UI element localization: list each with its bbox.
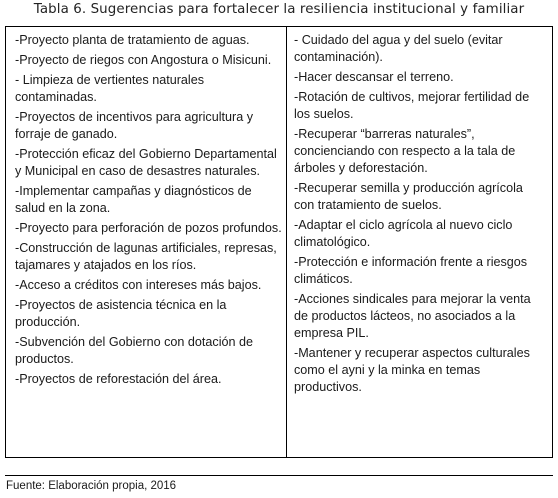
list-item: -Construcción de lagunas artificiales, represas, tajamares y atajados en los ríos. — [15, 241, 277, 272]
list-item: -Acceso a créditos con intereses más bajos. — [15, 278, 262, 292]
source-note: Fuente: Elaboración propia, 2016 — [6, 480, 177, 492]
list-item: - Cuidado del agua y del suelo (evitar contaminación). — [294, 33, 503, 64]
footer-rule — [5, 475, 553, 476]
list-item: -Proyecto de riegos con Angostura o Misicuni. — [15, 53, 272, 67]
list-item: -Acciones sindicales para mejorar la venta de productos lácteos, no asociados a la empresa PIL. — [294, 292, 531, 340]
right-column — [294, 32, 546, 399]
list-item: -Subvención del Gobierno con dotación de productos. — [15, 335, 254, 366]
list-item: -Protección eficaz del Gobierno Departamental y Municipal en caso de desastres naturales. — [15, 147, 277, 178]
list-item: -Mantener y recuperar aspectos culturales como el ayni y la minka en temas productivos. — [294, 346, 530, 394]
list-item: -Proyecto planta de tratamiento de aguas. — [15, 33, 250, 47]
table-caption: Tabla 6. Sugerencias para fortalecer la resiliencia institucional y familiar — [33, 2, 525, 17]
list-item: -Implementar campañas y diagnósticos de salud en la zona. — [15, 184, 252, 215]
column-divider — [286, 27, 287, 457]
list-item: -Recuperar semilla y producción agrícola con tratamiento de suelos. — [294, 181, 523, 212]
list-item: -Proyecto para perforación de pozos profundos. — [15, 221, 282, 235]
list-item: -Adaptar el ciclo agrícola al nuevo ciclo climatológico. — [294, 218, 513, 249]
left-column — [15, 32, 283, 391]
list-item: -Proyectos de reforestación del área. — [15, 372, 222, 386]
list-item: -Rotación de cultivos, mejorar fertilidad de los suelos. — [294, 90, 530, 121]
list-item: -Recuperar “barreras naturales”, concienciando con respecto a la tala de árboles y deforestación. — [294, 127, 516, 175]
list-item: - Limpieza de vertientes naturales contaminadas. — [15, 73, 205, 104]
suggestions-table — [5, 26, 553, 458]
list-item: -Proyectos de incentivos para agricultura y forraje de ganado. — [15, 110, 253, 141]
list-item: -Hacer descansar el terreno. — [294, 70, 454, 84]
list-item: -Proyectos de asistencia técnica en la producción. — [15, 298, 227, 329]
list-item: -Protección e información frente a riesgos climáticos. — [294, 255, 528, 286]
